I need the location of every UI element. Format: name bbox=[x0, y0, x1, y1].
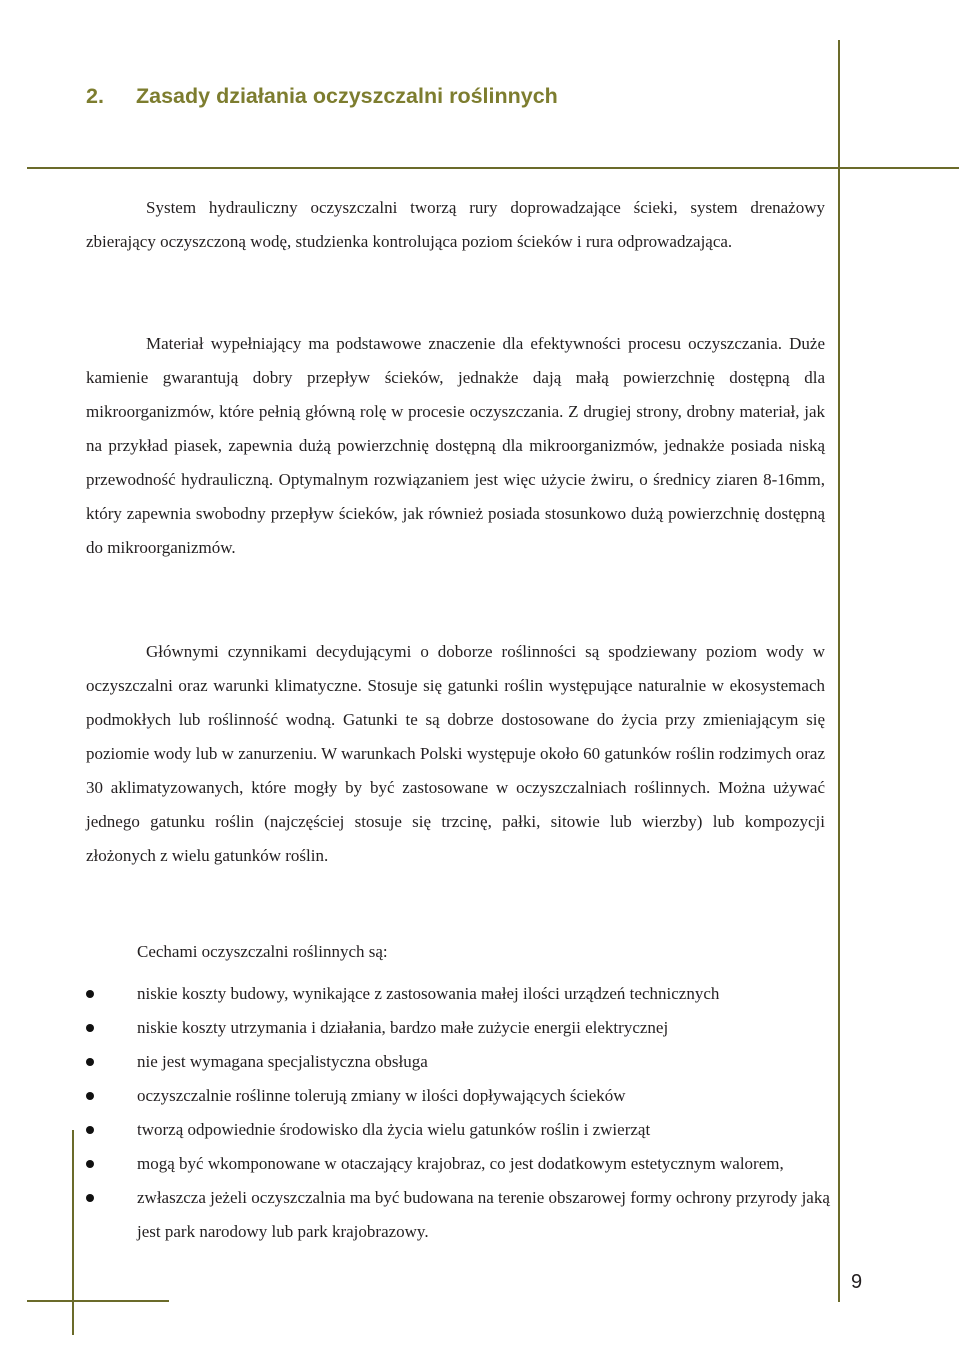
list-item: niskie koszty utrzymania i działania, bardzo małe zużycie energii elektrycznej bbox=[86, 1011, 846, 1045]
bottom-left-rule bbox=[27, 1300, 169, 1302]
list-item: niskie koszty budowy, wynikające z zastosowania małej ilości urządzeń technicznych bbox=[86, 977, 846, 1011]
top-rule bbox=[27, 167, 959, 169]
list-item: nie jest wymagana specjalistyczna obsługa bbox=[86, 1045, 846, 1079]
list-item: zwłaszcza jeżeli oczyszczalnia ma być budowana na terenie obszarowej formy ochrony przyrody jaką jest park narodowy lub park krajobrazowy. bbox=[86, 1181, 846, 1249]
list-item: mogą być wkomponowane w otaczający krajobraz, co jest dodatkowym estetycznym walorem, bbox=[86, 1147, 846, 1181]
left-vertical-rule bbox=[72, 1130, 74, 1335]
section-title: Zasady działania oczyszczalni roślinnych bbox=[136, 84, 558, 108]
paragraph-hydraulic-system: System hydrauliczny oczyszczalni tworzą rury doprowadzające ścieki, system drenażowy zbierający oczyszczoną wodę, studzienka kontrolująca poziom ścieków i rura odprowadzająca. bbox=[86, 198, 825, 251]
list-item: oczyszczalnie roślinne tolerują zmiany w ilości dopływających ścieków bbox=[86, 1079, 846, 1113]
section-heading bbox=[86, 84, 558, 109]
paragraph-filling-material: Materiał wypełniający ma podstawowe znaczenie dla efektywności procesu oczyszczania. Duże kamienie gwarantują dobry przepływ ścieków, jednakże dają małą powierzchnię dostępną dla mikroorganizmów, które pełnią główną rolę w procesie oczyszczania. Z drugiej strony, drobny materiał, jak na przykład piasek, zapewnia dużą powierzchnię dostępną dla mikroorganizmów, jednakże posiada niską przewodność hydrauliczną. Optymalnym rozwiązaniem jest więc użycie żwiru, o średnicy ziaren 8-16mm, który zapewnia swobodny przepływ ścieków, jak również posiada stosunkowo dużą powierzchnię dostępną do mikroorganizmów. bbox=[86, 334, 825, 557]
bullet-icon bbox=[86, 1194, 94, 1202]
paragraph-vegetation: Głównymi czynnikami decydującymi o doborze roślinności są spodziewany poziom wody w oczyszczalni oraz warunki klimatyczne. Stosuje się gatunki roślin występujące naturalnie w ekosystemach podmokłych lub roślinność wodną. Gatunki te są dobrze dostosowane do życia przy zmieniającym się poziomie wody lub w zanurzeniu. W warunkach Polski występuje około 60 gatunków roślin rodzimych oraz 30 aklimatyzowanych, które mogły by być zastosowane w oczyszczalniach roślinnych. Można używać jednego gatunku roślin (najczęściej stosuje się trzcinę, pałki, sitowie lub wierzby) lub kompozycji złożonych z wielu gatunków roślin. bbox=[86, 642, 825, 865]
list-item: tworzą odpowiednie środowisko dla życia wielu gatunków roślin i zwierząt bbox=[86, 1113, 846, 1147]
bullet-icon bbox=[86, 1058, 94, 1066]
bullet-icon bbox=[86, 1024, 94, 1032]
features-list bbox=[86, 977, 846, 1249]
features-intro: Cechami oczyszczalni roślinnych są: bbox=[137, 942, 388, 961]
bullet-icon bbox=[86, 990, 94, 998]
bullet-icon bbox=[86, 1126, 94, 1134]
bullet-icon bbox=[86, 1092, 94, 1100]
section-number: 2. bbox=[86, 84, 104, 108]
bullet-icon bbox=[86, 1160, 94, 1168]
page-number: 9 bbox=[851, 1271, 863, 1293]
